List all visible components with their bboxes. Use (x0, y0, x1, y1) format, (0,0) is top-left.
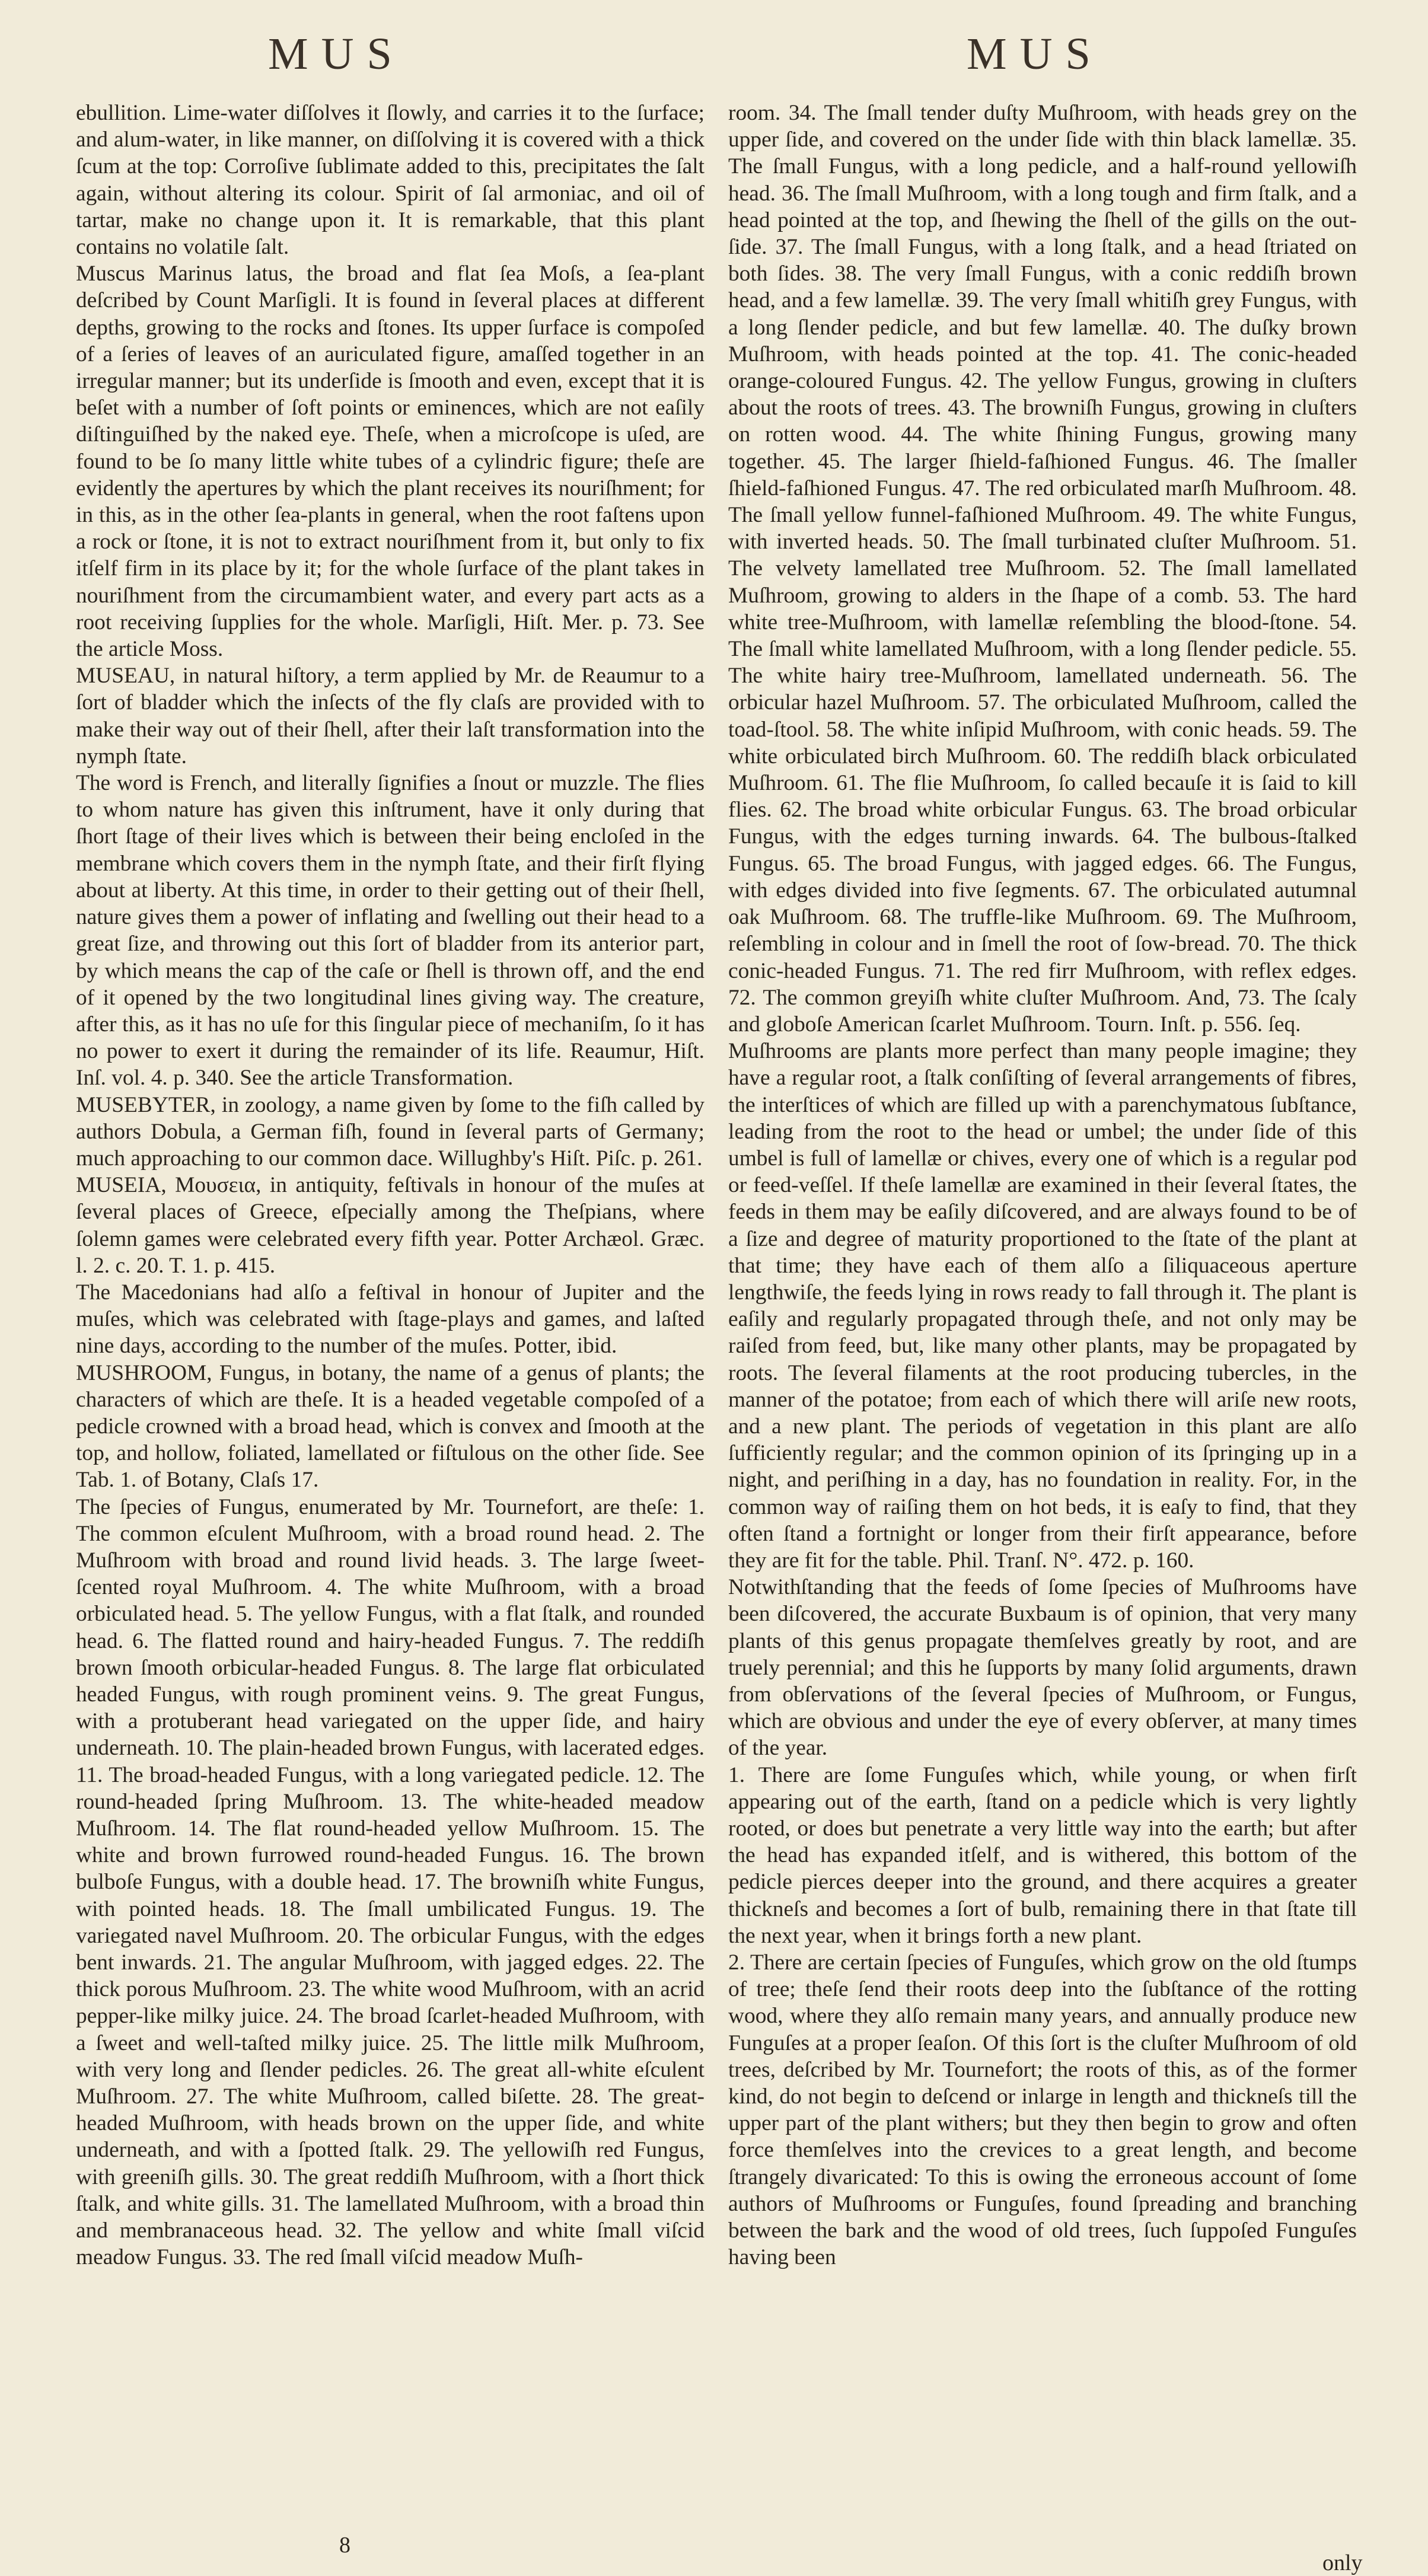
left-column (76, 100, 705, 2531)
paragraph: MUSEAU, in natural hiſtory, a term applied by Mr. de Reaumur to a ſort of bladder which the inſects of the fly claſs are provided with to make their way out of their ſhell, after their laſt transformation into the nymph ſtate. (76, 664, 705, 769)
right-column (728, 100, 1357, 2561)
paragraph: Muscus Marinus latus, the broad and flat ſea Moſs, a ſea-plant deſcribed by Count Marſigli. It is found in ſeveral places at different depths, growing to the rocks and ſtones. Its upper ſurface is compoſed of a ſeries of leaves of an auriculated figure, amaſſed together in an irregular manner; but its underſide is ſmooth and even, except that it is beſet with a number of ſoft points or eminences, which are not eaſily diſtinguiſhed by the naked eye. Theſe, when a microſcope is uſed, are found to be ſo many little white tubes of a cylindric figure; theſe are evidently the apertures by which the plant receives its nouriſhment; for in this, as in the other ſea-plants in general, when the root faſtens upon a rock or ſtone, it is not to extract nouriſhment from it, but only to fix itſelf firm in its place by it; for the whole ſurface of the plant takes in nouriſhment from the circumambient water, and every part acts as a root receiving ſupplies for the whole. Marſigli, Hiſt. Mer. p. 73. See the article Moss. (76, 262, 705, 662)
paragraph: 2. There are certain ſpecies of Funguſes, which grow on the old ſtumps of tree; theſe ſend their roots deep into the ſubſtance of the rotting wood, where they alſo remain many years, and annually produce new Funguſes at a proper ſeaſon. Of this ſort is the cluſter Muſhroom of old trees, deſcribed by Mr. Tournefort; the roots of this, as of the former kind, do not begin to deſcend or inlarge in length and thickneſs till the upper part of the plant withers; but they then begin to grow and often force themſelves into the crevices to a great length, and become ſtrangely divaricated: To this is owing the erroneous account of ſome authors of Muſhrooms or Funguſes, found ſpreading and branching between the bark and the wood of old trees, ſuch ſuppoſed Funguſes having been (728, 1950, 1357, 2270)
paragraph: The Macedonians had alſo a feſtival in honour of Jupiter and the muſes, which was celebrated with ſtage-plays and games, and laſted nine days, according to the number of the muſes. Potter, ibid. (76, 1280, 705, 1359)
catchword: only (1322, 2551, 1363, 2575)
signature-mark: 8 (339, 2533, 350, 2558)
paragraph: Muſhrooms are plants more perfect than many people imagine; they have a regular root, a ſtalk conſiſting of ſeveral arrangements of fibres, the interſtices of which are filled up with a parenchymatous ſubſtance, leading from the root to the head or umbel; the under ſide of this umbel is full of lamellæ or chives, every one of which is a regular pod or feed-veſſel. If theſe lamellæ are examined in their ſeveral ſtates, the feeds in them may be eaſily diſcovered, and are always found to be of a ſize and degree of maturity proportioned to the ſtate of the plant at that time; they have each of them alſo a ſiliquaceous aperture lengthwiſe, the feeds lying in rows ready to fall through it. The plant is eaſily and regularly propagated through theſe, and not only may be raiſed from feed, but, like many other plants, may be propagated by roots. The ſeveral filaments at the root producing tubercles, in the manner of the potatoe; from each of which there will ariſe new roots, and a new plant. The periods of vegetation in this plant are alſo ſufficiently regular; and the common opinion of its ſpringing up in a night, and periſhing in a day, has no foundation in reality. For, in the common way of raiſing them on hot beds, it is eaſy to find, that they often ſtand a fortnight or longer from their firſt appearance, before they are fit for the table. Phil. Tranſ. N°. 472. p. 160. (728, 1039, 1357, 1573)
paragraph: The ſpecies of Fungus, enumerated by Mr. Tournefort, are theſe: 1. The common eſculent Muſhroom, with a broad round head. 2. The Muſhroom with broad and round livid heads. 3. The large ſweet-ſcented royal Muſhroom. 4. The white Muſhroom, with a broad orbiculated head. 5. The yellow Fungus, with a flat ſtalk, and rounded head. 6. The flatted round and hairy-headed Fungus. 7. The reddiſh brown ſmooth orbicular-headed Fungus. 8. The large flat orbiculated headed Fungus, with rough prominent veins. 9. The great Fungus, with a protuberant head variegated on the upper ſide, and hairy underneath. 10. The plain-headed brown Fungus, with lacerated edges. 11. The broad-headed Fungus, with a long variegated pedicle. 12. The round-headed ſpring Muſhroom. 13. The white-headed meadow Muſhroom. 14. The flat round-headed yellow Muſhroom. 15. The white and brown furrowed round-headed Fungus. 16. The brown bulboſe Fungus, with a double head. 17. The browniſh white Fungus, with pointed heads. 18. The ſmall umbilicated Fungus. 19. The variegated navel Muſhroom. 20. The orbicular Fungus, with the edges bent inwards. 21. The angular Muſhroom, with jagged edges. 22. The thick porous Muſhroom. 23. The white wood Muſhroom, with an acrid pepper-like milky juice. 24. The broad ſcarlet-headed Muſhroom, with a ſweet and well-taſted milky juice. 25. The little milk Muſhroom, with very long and ſlender pedicles. 26. The great all-white eſculent Muſhroom. 27. The white Muſhroom, called biſette. 28. The great-headed Muſhroom, with heads brown on the upper ſide, and white underneath, and with a ſpotted ſtalk. 29. The yellowiſh red Fungus, with greeniſh gills. 30. The great reddiſh Muſhroom, with a ſhort thick ſtalk, and white gills. 31. The lamellated Muſhroom, with a broad thin and membranaceous head. 32. The yellow and white ſmall viſcid meadow Fungus. 33. The red ſmall viſcid meadow Muſh- (76, 1494, 705, 2270)
paragraph: The word is French, and literally ſignifies a ſnout or muzzle. The flies to whom nature has given this inſtrument, have it only during that ſhort ſtage of their lives which is between their being encloſed in the membrane which covers them in the nymph ſtate, and their firſt flying about at liberty. At this time, in order to their getting out of their ſhell, nature gives them a power of inflating and ſwelling out their head to a great ſize, and throwing out this ſort of bladder from its anterior part, by which means the cap of the caſe or ſhell is thrown off, and the end of it opened by the two longitudinal lines giving way. The creature, after this, as it has no uſe for this ſingular piece of mechaniſm, ſo it has no power to exert it during the remainder of its life. Reaumur, Hiſt. Inſ. vol. 4. p. 340. See the article Transformation. (76, 771, 705, 1091)
running-head-left: MUS (268, 29, 405, 79)
paragraph: room. 34. The ſmall tender duſty Muſhroom, with heads grey on the upper ſide, and covered on the under ſide with thin black lamellæ. 35. The ſmall Fungus, with a long pedicle, and a half-round yellowiſh head. 36. The ſmall Muſhroom, with a long tough and firm ſtalk, and a head pointed at the top, and ſhewing the ſhell of the gills on the out-ſide. 37. The ſmall Fungus, with a long ſtalk, and a head ſtriated on both ſides. 38. The very ſmall Fungus, with a conic reddiſh brown head, and a few lamellæ. 39. The very ſmall whitiſh grey Fungus, with a long ſlender pedicle, and but few lamellæ. 40. The duſky brown Muſhroom, with heads pointed at the top. 41. The conic-headed orange-coloured Fungus. 42. The yellow Fungus, growing in cluſters about the roots of trees. 43. The browniſh Fungus, growing in cluſters on rotten wood. 44. The white ſhining Fungus, growing many together. 45. The larger ſhield-faſhioned Fungus. 46. The ſmaller ſhield-faſhioned Fungus. 47. The red orbiculated marſh Muſhroom. 48. The ſmall yellow funnel-faſhioned Muſhroom. 49. The white Fungus, with inverted heads. 50. The ſmall turbinated cluſter Muſhroom. 51. The velvety lamellated tree Muſhroom. 52. The ſmall lamellated Muſhroom, growing to alders in the ſhape of a comb. 53. The hard white tree-Muſhroom, with lamellæ reſembling the blood-ſtone. 54. The ſmall white lamellated Muſhroom, with a long ſlender pedicle. 55. The white hairy tree-Muſhroom, lamellated underneath. 56. The orbicular hazel Muſhroom. 57. The orbiculated Muſhroom, called the toad-ſtool. 58. The white inſipid Muſhroom, with conic heads. 59. The white orbiculated birch Muſhroom. 60. The reddiſh black orbiculated Muſhroom. 61. The flie Muſhroom, ſo called becauſe it is ſaid to kill flies. 62. The broad white orbicular Fungus. 63. The broad orbicular Fungus, with the edges turning inwards. 64. The bulbous-ſtalked Fungus. 65. The broad Fungus, with jagged edges. 66. The Fungus, with edges divided into five ſegments. 67. The orbiculated autumnal oak Muſhroom. 68. The truffle-like Muſhroom. 69. The Muſhroom, reſembling in colour and in ſmell the root of ſow-bread. 70. The thick conic-headed Fungus. 71. The red firr Muſhroom, with reflex edges. 72. The common greyiſh white cluſter Muſhroom. And, 73. The ſcaly and globoſe American ſcarlet Muſhroom. Tourn. Inſt. p. 556. ſeq. (728, 101, 1357, 1037)
paragraph: 1. There are ſome Funguſes which, while young, or when firſt appearing out of the earth, ſtand on a pedicle which is very lightly rooted, or does but penetrate a very little way into the earth; but after the head has expanded itſelf, and is withered, this bottom of the pedicle pierces deeper into the ground, and there acquires a greater thickneſs and becomes a ſort of bulb, remaining there in that ſtate till the next year, when it brings forth a new plant. (728, 1762, 1357, 1948)
paragraph: MUSEBYTER, in zoology, a name given by ſome to the fiſh called by authors Dobula, a German fiſh, found in ſeveral parts of Germany; much approaching to our common dace. Willughby's Hiſt. Piſc. p. 261. (76, 1092, 705, 1171)
paragraph: ebullition. Lime-water diſſolves it ſlowly, and carries it to the ſurface; and alum-water, in like manner, on diſſolving it is covered with a thick ſcum at the top: Corroſive ſublimate added to this, precipitates the ſalt again, without altering its colour. Spirit of ſal armoniac, and oil of tartar, make no change upon it. It is remarkable, that this plant contains no volatile ſalt. (76, 101, 705, 260)
running-head-right: MUS (967, 29, 1104, 79)
paragraph: MUSHROOM, Fungus, in botany, the name of a genus of plants; the characters of which are theſe. It is a headed vegetable compoſed of a pedicle crowned with a broad head, which is convex and ſmooth at the top, and hollow, foliated, lamellated or fiſtulous on the other ſide. See Tab. 1. of Botany, Claſs 17. (76, 1360, 705, 1493)
paragraph: Notwithſtanding that the feeds of ſome ſpecies of Muſhrooms have been diſcovered, the accurate Buxbaum is of opinion, that very many plants of this genus propagate themſelves greatly by root, and are truely perennial; and this he ſupports by many ſolid arguments, drawn from obſervations of the ſeveral ſpecies of Muſhroom, or Fungus, which are obvious and under the eye of every obſerver, at many times of the year. (728, 1575, 1357, 1761)
paragraph: MUSEIA, Μουσεια, in antiquity, feſtivals in honour of the muſes at ſeveral places of Greece, eſpecially among the Theſpians, where ſolemn games were celebrated every fifth year. Potter Archæol. Græc. l. 2. c. 20. T. 1. p. 415. (76, 1173, 705, 1278)
